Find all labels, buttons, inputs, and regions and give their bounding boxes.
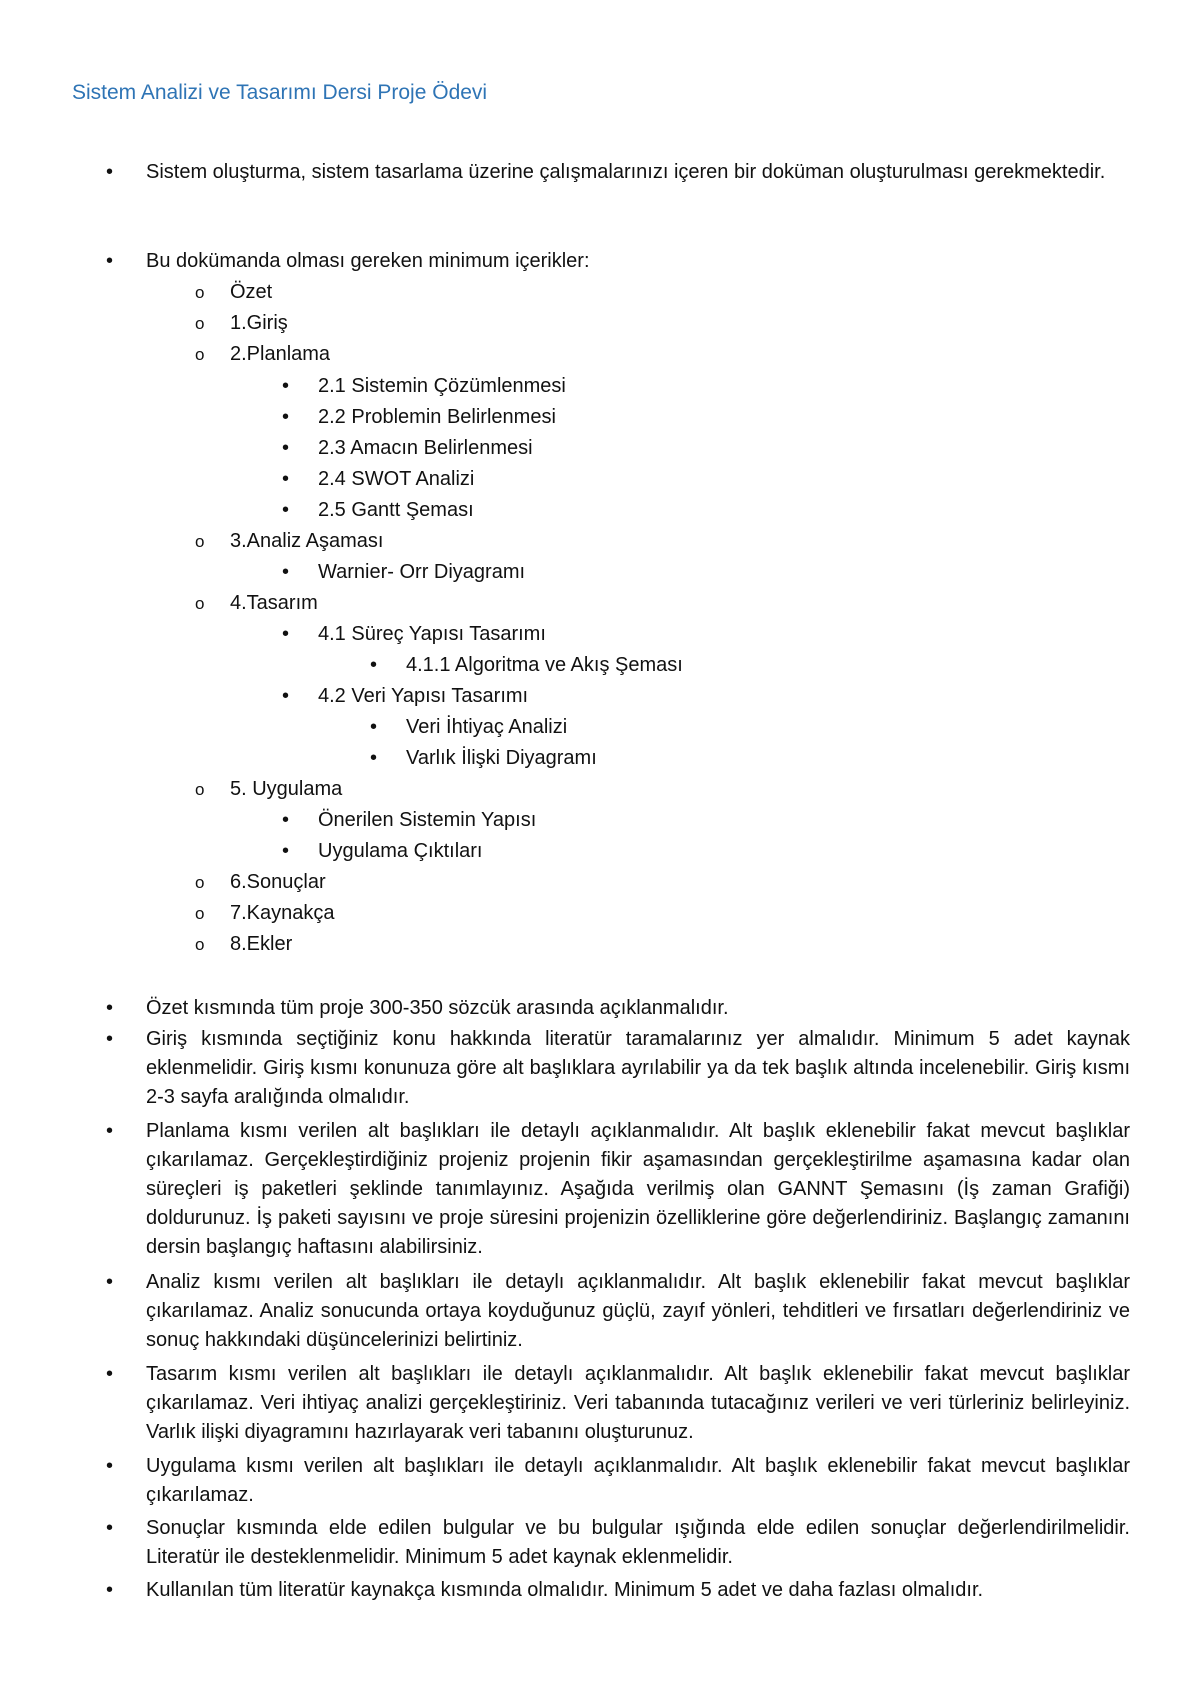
bullet-icon: • <box>106 1455 114 1477</box>
circle-bullet-icon: o <box>195 780 205 799</box>
requirement-item: Planlama kısmı verilen alt başlıkları ile detaylı açıklanmalıdır. Alt başlık eklenebilir fakat mevcut başlıklar çıkarılamaz. Gerçekleştirdiğiniz projeniz projenin fikir aşamasından gerçekleştirilme aşamasına kadar olan süreçleri iş paketleri şeklinde tanımlayınız. Aşağıda verilmiş olan GANNT Şemasını (İş zaman Grafiği) doldurunuz. İş paketi sayısını ve proje süresini projenizin özelliklerine göre değerlendiriniz. Başlangıç zamanını dersin başlangıç haftasını alabilirsiniz. <box>146 1120 1130 1258</box>
circle-bullet-icon: o <box>195 904 205 923</box>
bullet-icon: • <box>106 997 114 1019</box>
bullet-icon: • <box>282 623 290 645</box>
outline-subitem: 2.4 SWOT Analizi <box>318 468 475 490</box>
outline-subsubitem: 4.1.1 Algoritma ve Akış Şeması <box>406 654 683 676</box>
bullet-icon: • <box>106 1517 114 1539</box>
intro-bullet: Bu dokümanda olması gereken minimum içerikler: <box>146 250 590 272</box>
bullet-icon: • <box>106 161 114 183</box>
bullet-icon: • <box>282 685 290 707</box>
outline-item-giris: 1.Giriş <box>230 312 288 334</box>
intro-bullet: Sistem oluşturma, sistem tasarlama üzerine çalışmalarınızı içeren bir doküman oluşturulması gerekmektedir. <box>146 161 1106 183</box>
outline-subsubitem: Varlık İlişki Diyagramı <box>406 747 597 769</box>
requirement-item: Giriş kısmında seçtiğiniz konu hakkında literatür taramalarınız yer almalıdır. Minimum 5 adet kaynak eklenmelidir. Giriş kısmı konunuza göre alt başlıklara ayrılabilir ya da tek başlık altında incelenebilir. Giriş kısmı 2-3 sayfa aralığında olmalıdır. <box>146 1028 1130 1108</box>
requirement-item: Analiz kısmı verilen alt başlıkları ile detaylı açıklanmalıdır. Alt başlık eklenebilir fakat mevcut başlıklar çıkarılamaz. Analiz sonucunda ortaya koyduğunuz güçlü, zayıf yönleri, tehditleri ve fırsatları değerlendiriniz ve sonuç hakkındaki düşüncelerinizi belirtiniz. <box>146 1271 1130 1351</box>
outline-subitem: Warnier- Orr Diyagramı <box>318 561 526 583</box>
bullet-icon: • <box>282 437 290 459</box>
requirement-item: Özet kısmında tüm proje 300-350 sözcük arasında açıklanmalıdır. <box>146 997 729 1019</box>
requirement-item: Uygulama kısmı verilen alt başlıkları ile detaylı açıklanmalıdır. Alt başlık eklenebilir fakat mevcut başlıklar çıkarılamaz. <box>146 1455 1130 1506</box>
outline-item-kaynakca: 7.Kaynakça <box>230 902 335 924</box>
circle-bullet-icon: o <box>195 314 205 333</box>
outline-subitem: 2.1 Sistemin Çözümlenmesi <box>318 375 566 397</box>
outline-subitem: Önerilen Sistemin Yapısı <box>318 809 537 831</box>
outline-item-ozet: Özet <box>230 281 273 303</box>
circle-bullet-icon: o <box>195 283 205 302</box>
bullet-icon: • <box>370 654 378 676</box>
bullet-icon: • <box>106 1271 114 1293</box>
requirement-item: Tasarım kısmı verilen alt başlıkları ile detaylı açıklanmalıdır. Alt başlık eklenebilir fakat mevcut başlıklar çıkarılamaz. Veri ihtiyaç analizi gerçekleştiriniz. Veri tabanında tutacağınız verileri ve veri türleriniz belirleyiniz. Varlık ilişki diyagramını hazırlayarak veri tabanını oluşturunuz. <box>146 1363 1130 1443</box>
outline-item-uygulama: 5. Uygulama <box>230 778 343 800</box>
bullet-icon: • <box>282 406 290 428</box>
circle-bullet-icon: o <box>195 345 205 364</box>
outline-subitem: 2.5 Gantt Şeması <box>318 499 474 521</box>
bullet-icon: • <box>282 809 290 831</box>
circle-bullet-icon: o <box>195 935 205 954</box>
bullet-icon: • <box>370 716 378 738</box>
circle-bullet-icon: o <box>195 594 205 613</box>
outline-item-analiz: 3.Analiz Aşaması <box>230 530 384 552</box>
bullet-icon: • <box>106 1363 114 1385</box>
requirement-item: Kullanılan tüm literatür kaynakça kısmında olmalıdır. Minimum 5 adet ve daha fazlası olmalıdır. <box>146 1579 984 1601</box>
circle-bullet-icon: o <box>195 873 205 892</box>
requirement-item: Sonuçlar kısmında elde edilen bulgular ve bu bulgular ışığında elde edilen sonuçlar değerlendirilmelidir. Literatür ile desteklenmelidir. Minimum 5 adet kaynak eklenmelidir. <box>146 1517 1130 1568</box>
outline-subitem: 4.2 Veri Yapısı Tasarımı <box>318 685 529 707</box>
bullet-icon: • <box>106 250 114 272</box>
bullet-icon: • <box>282 499 290 521</box>
outline-subitem: 2.2 Problemin Belirlenmesi <box>318 406 556 428</box>
bullet-icon: • <box>106 1579 114 1601</box>
bullet-icon: • <box>282 561 290 583</box>
bullet-icon: • <box>282 375 290 397</box>
outline-item-tasarim: 4.Tasarım <box>230 592 318 614</box>
outline-item-planlama: 2.Planlama <box>230 343 331 365</box>
bullet-icon: • <box>282 840 290 862</box>
document-title: Sistem Analizi ve Tasarımı Dersi Proje Ödevi <box>72 81 488 104</box>
bullet-icon: • <box>106 1028 114 1050</box>
outline-subitem: Uygulama Çıktıları <box>318 840 483 862</box>
outline-item-ekler: 8.Ekler <box>230 933 293 955</box>
bullet-icon: • <box>106 1120 114 1142</box>
bullet-icon: • <box>282 468 290 490</box>
outline-subitem: 2.3 Amacın Belirlenmesi <box>318 437 533 459</box>
outline-subitem: 4.1 Süreç Yapısı Tasarımı <box>318 623 546 645</box>
outline-subsubitem: Veri İhtiyaç Analizi <box>406 716 568 738</box>
outline-item-sonuclar: 6.Sonuçlar <box>230 871 326 893</box>
bullet-icon: • <box>370 747 378 769</box>
circle-bullet-icon: o <box>195 532 205 551</box>
